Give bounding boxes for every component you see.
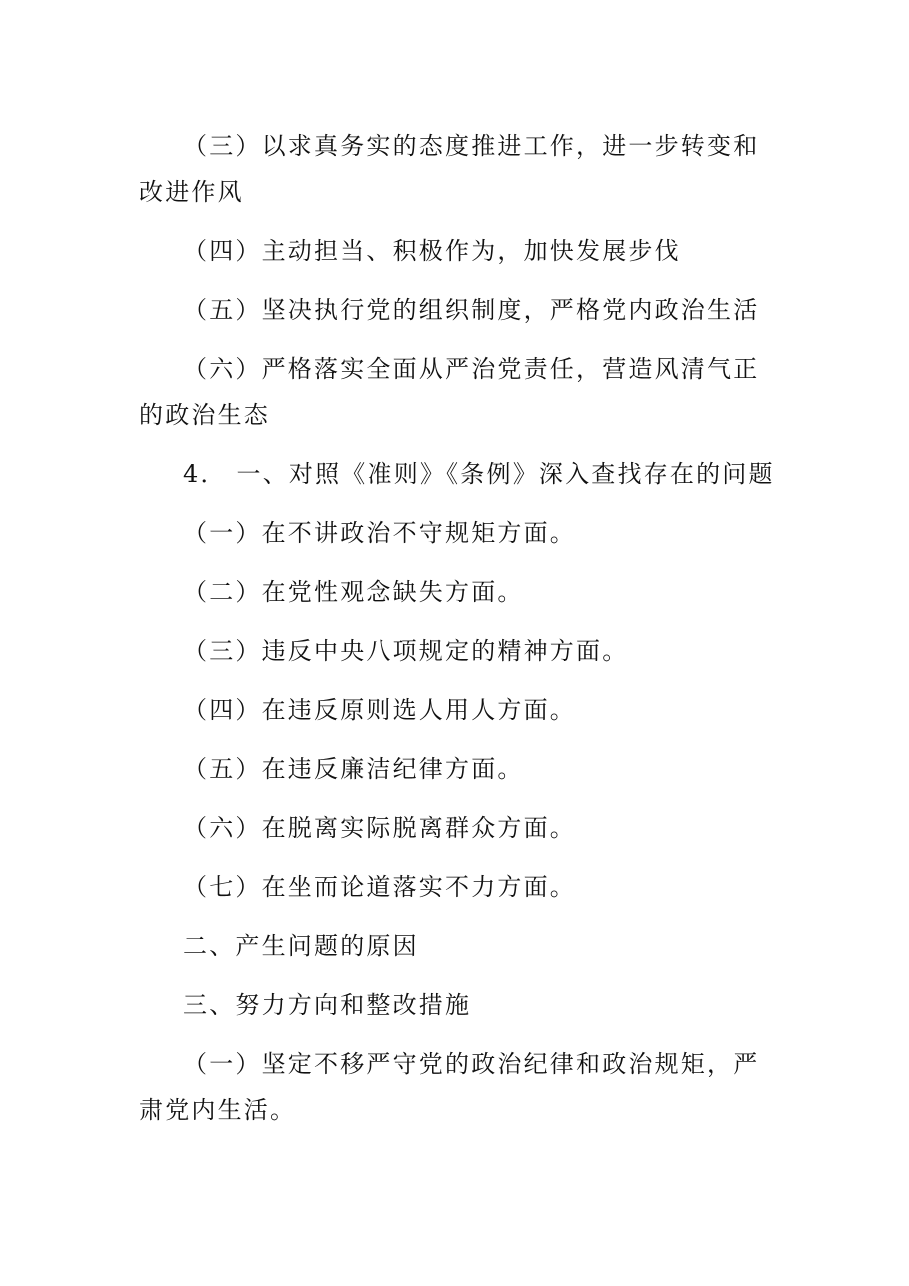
list-item-problem-4: （四）在违反原则选人用人方面。 [183,696,576,724]
list-item-measure-1: （一）坚定不移严守党的政治纪律和政治规矩，严肃党内生活。 [139,1050,760,1124]
heading-rectification: 三、努力方向和整改措施 [183,991,472,1019]
list-item-problem-3: （三）违反中央八项规定的精神方面。 [183,637,629,665]
list-item-problem-6: （六）在脱离实际脱离群众方面。 [183,814,576,842]
list-item-problem-7: （七）在坐而论道落实不力方面。 [183,873,576,901]
paragraph-section-4-initiative: （四）主动担当、积极作为，加快发展步伐 [183,237,681,265]
heading-find-problems: 4． 一、对照《准则》《条例》深入查找存在的问题 [183,460,775,488]
paragraph-section-6-responsibility: （六）严格落实全面从严治党责任，营造风清气正的政治生态 [139,355,760,429]
list-item-problem-1: （一）在不讲政治不守规矩方面。 [183,519,576,547]
list-item-problem-2: （二）在党性观念缺失方面。 [183,578,524,606]
list-item-problem-5: （五）在违反廉洁纪律方面。 [183,755,524,783]
heading-causes: 二、产生问题的原因 [183,932,419,960]
paragraph-section-5-organization: （五）坚决执行党的组织制度，严格党内政治生活 [183,296,760,324]
document-body [139,123,775,1146]
paragraph-section-3-work-style: （三）以求真务实的态度推进工作，进一步转变和改进作风 [139,132,760,206]
